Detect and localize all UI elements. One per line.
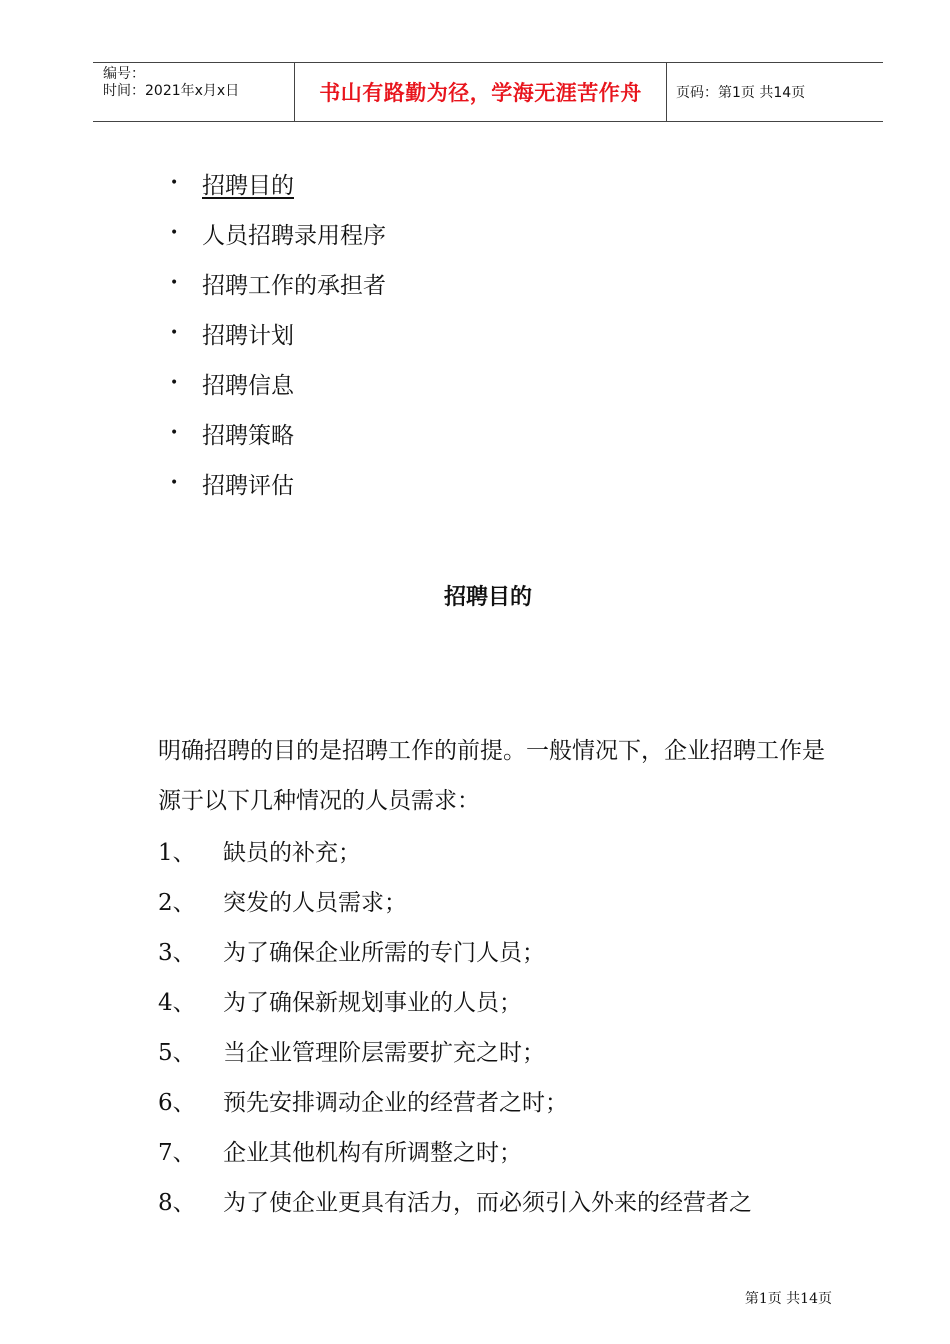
page-header xyxy=(93,62,883,122)
list-item xyxy=(158,1025,752,1075)
item-number: 7、 xyxy=(158,1139,196,1166)
toc-item xyxy=(170,458,386,508)
time-label: 时间：2021年x月x日 xyxy=(103,83,240,99)
item-text: 为了确保新规划事业的人员； xyxy=(223,989,522,1016)
toc-item xyxy=(170,358,386,408)
number-label: 编号： xyxy=(103,66,145,82)
list-item xyxy=(158,825,752,875)
toc-item xyxy=(170,408,386,458)
toc-label: 人员招聘录用程序 xyxy=(202,222,386,249)
item-text: 当企业管理阶层需要扩充之时； xyxy=(223,1039,545,1066)
item-number: 4、 xyxy=(158,989,196,1016)
list-item xyxy=(158,1125,752,1175)
item-text: 为了确保企业所需的专门人员； xyxy=(223,939,545,966)
header-meta xyxy=(93,63,295,121)
bullet-icon: • xyxy=(170,275,179,291)
toc-link[interactable]: 招聘目的 xyxy=(202,172,294,199)
list-item xyxy=(158,1075,752,1125)
toc-item xyxy=(170,258,386,308)
header-motto: 书山有路勤为径，学海无涯苦作舟 xyxy=(295,63,667,121)
toc-item xyxy=(170,208,386,258)
header-page-info: 页码：第1页 共14页 xyxy=(676,85,806,101)
list-item xyxy=(158,875,752,925)
item-number: 6、 xyxy=(158,1089,196,1116)
item-number: 2、 xyxy=(158,889,196,916)
bullet-icon: • xyxy=(170,425,179,441)
toc-item[interactable] xyxy=(170,158,386,208)
intro-paragraph: 明确招聘的目的是招聘工作的前提。一般情况下，企业招聘工作是源于以下几种情况的人员需求： xyxy=(158,738,825,814)
item-text: 预先安排调动企业的经营者之时； xyxy=(223,1089,568,1116)
bullet-icon: • xyxy=(170,225,179,241)
list-item xyxy=(158,925,752,975)
item-text: 企业其他机构有所调整之时； xyxy=(223,1139,522,1166)
toc-label: 招聘评估 xyxy=(202,472,294,499)
toc-item xyxy=(170,308,386,358)
item-number: 3、 xyxy=(158,939,196,966)
item-text: 突发的人员需求； xyxy=(223,889,407,916)
bullet-icon: • xyxy=(170,325,179,341)
table-of-contents xyxy=(170,158,386,508)
bullet-icon: • xyxy=(170,175,179,191)
bullet-icon: • xyxy=(170,475,179,491)
list-item xyxy=(158,1175,752,1225)
section-title: 招聘目的 xyxy=(443,585,532,610)
toc-label: 招聘信息 xyxy=(202,372,294,399)
item-number: 1、 xyxy=(158,839,196,866)
page-footer: 第1页 共14页 xyxy=(744,1291,832,1307)
item-number: 8、 xyxy=(158,1189,196,1216)
item-number: 5、 xyxy=(158,1039,196,1066)
bullet-icon: • xyxy=(170,375,179,391)
list-item xyxy=(158,975,752,1025)
toc-label: 招聘计划 xyxy=(202,322,294,349)
toc-label: 招聘策略 xyxy=(202,422,294,449)
numbered-list xyxy=(158,825,752,1225)
toc-label: 招聘工作的承担者 xyxy=(202,272,386,299)
item-text: 为了使企业更具有活力，而必须引入外来的经营者之 xyxy=(223,1189,752,1216)
item-text: 缺员的补充； xyxy=(223,839,361,866)
